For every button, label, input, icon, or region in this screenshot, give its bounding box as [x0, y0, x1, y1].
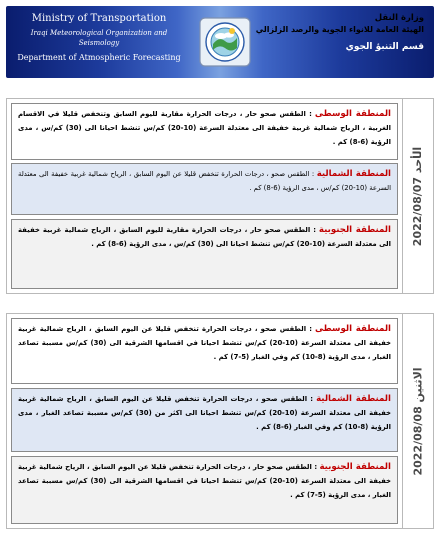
- organization-name-ar: الهيئة العامة للانواء الجوية والرصد الزلزالي: [255, 25, 424, 34]
- region-name: المنطقة الوسطى: [314, 324, 391, 334]
- day-date-column: [403, 314, 433, 528]
- region-name: المنطقة الجنوبية: [319, 462, 391, 472]
- ministry-name-en: Ministry of Transportation: [31, 13, 167, 24]
- header-banner: [6, 6, 434, 78]
- region-forecast-text: : الطقس صحو حار ، درجات الحرارة مقاربة لليوم السابق وتنخفض قليلا في الاقسام الغربية ، الرياح شمالية غربية خفيفة الى معتدلة السرعة (10-20) كم/س تنشط احيانا الى (30) كم/س ، مدى الرؤية (6-8) كم .: [18, 110, 392, 146]
- regions-list: [7, 314, 403, 528]
- region-central-forecast: [11, 318, 398, 384]
- forecast-day-block: [6, 98, 434, 294]
- region-name: المنطقة الشمالية: [316, 169, 391, 179]
- region-central-forecast: [11, 103, 398, 160]
- region-name: المنطقة الشمالية: [316, 394, 391, 404]
- header-english-titles: [14, 12, 184, 64]
- day-date-label: الاثنين 2022/08/08: [411, 366, 425, 476]
- department-name-ar: قسم التنبؤ الجوي: [345, 42, 424, 52]
- region-forecast-text: : الطقس صحو حار ، درجات الحرارة تنخفض قليلا عن اليوم السابق ، الرياح شمالية غربية خفيفة الى معتدلة السرعة (10-20) كم/س تنشط احيانا في اقسامها الشرقية الى (30) كم/س مسببة تصاعد الغبار ، مدى الرؤية (5-7) كم .: [18, 463, 391, 499]
- iraqi-meteorological-organization-logo-icon: [199, 17, 251, 67]
- day-date-label: الأحد 2022/08/07: [411, 146, 425, 246]
- region-north-forecast: [11, 388, 398, 452]
- region-name: المنطقة الوسطى: [314, 109, 391, 119]
- department-name-en: Department of Atmospheric Forecasting: [17, 53, 181, 62]
- region-forecast-text: : الطقس صحو ، درجات الحرارة تنخفض قليلا عن اليوم السابق ، الرياح شمالية غربية خفيفة الى معتدلة السرعة (10-20) كم/س تنشط احيانا في اقسامها الشرقية الى (30) كم/س مسببة تصاعد الغبار ، مدى الرؤية (8-10) كم وفي الغبار (5-7) كم .: [18, 325, 391, 361]
- header-arabic-titles: [254, 12, 424, 54]
- region-forecast-text: : الطقس صحو ، درجات الحرارة تنخفض قليلا عن اليوم السابق ، الرياح شمالية غربية خفيفة الى معتدلة السرعة (10-20) كم/س تنشط احيانا الى اكثر من (30) كم/س مسببة تصاعد الغبار ، مدى الرؤية (8-10) كم وفي الغبار (6-8) كم .: [18, 395, 392, 431]
- region-south-forecast: [11, 219, 398, 289]
- forecast-day-block: [6, 313, 434, 529]
- organization-name-en: Iraqi Meteorological Organization and Seismology: [30, 29, 168, 47]
- region-name: المنطقة الجنوبية: [318, 225, 391, 235]
- region-north-forecast: [11, 163, 398, 215]
- day-date-column: [403, 99, 433, 293]
- region-south-forecast: [11, 456, 398, 524]
- region-forecast-text: : الطقس صحو ، درجات الحرارة تنخفض قليلا عن اليوم السابق ، الرياح شمالية غربية خفيفة الى معتدلة السرعة (10-20) كم/س ، مدى الرؤية (6-8) كم .: [18, 170, 391, 192]
- regions-list: [7, 99, 403, 293]
- ministry-name-ar: وزارة النقل: [374, 13, 424, 23]
- region-forecast-text: : الطقس صحو حار ، درجات الحرارة مقاربة لليوم السابق ، الرياح شمالية غربية خفيفة الى معتدلة السرعة (10-20) كم/س تنشط احيانا الى (30) كم/س ، مدى الرؤية (6-8) كم .: [18, 226, 391, 248]
